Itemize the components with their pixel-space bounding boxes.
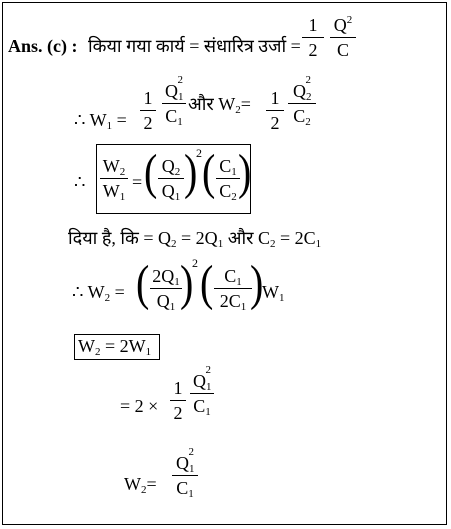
exponent-two: 2 — [196, 146, 202, 160]
fraction-q2-over-c: $Q^2$ C — [330, 15, 356, 60]
right-paren-2q: ) — [180, 254, 194, 311]
left-paren-q: ( — [144, 143, 158, 200]
right-paren-c: ) — [238, 143, 252, 200]
fraction-q1sq-over-c1-line7: $Q_1^2$ $C_1$ — [190, 370, 214, 416]
two-times-prefix: = 2 × — [120, 396, 159, 416]
fraction-q2-over-q1: $Q_2$ $Q_1$ — [158, 156, 184, 201]
fraction-w2-over-w1: $W_2$ $W_1$ — [100, 156, 128, 201]
fraction-half-w2: 1 2 — [266, 88, 284, 133]
given-relation: दिया है, कि = $Q_2 = 2Q_1$ और $C_2 = 2C_1$ — [68, 228, 322, 250]
left-paren-c1: ( — [200, 254, 214, 311]
left-paren-c: ( — [202, 143, 216, 200]
work-equals-energy-text: किया गया कार्य = संधारित्र उर्जा = — [88, 36, 301, 56]
right-paren-q: ) — [184, 143, 198, 200]
fraction-c1-over-c2: $C_1$ $C_2$ — [216, 156, 240, 201]
fraction-half-line7: 1 2 — [170, 378, 186, 423]
w1-label: ∴ $W_1$ = — [74, 110, 127, 132]
fraction-c1-over-2c1: $C_1$ $2C_1$ — [214, 266, 252, 311]
right-paren-c1: ) — [250, 254, 264, 311]
left-paren-2q: ( — [136, 254, 150, 311]
fraction-2q1-over-q1: $2Q_1$ $Q_1$ — [150, 266, 182, 311]
equals-sign: = — [132, 172, 143, 192]
fraction-half: 1 2 — [302, 15, 324, 60]
answer-frame — [2, 2, 447, 525]
fraction-q2sq-over-c2: $Q_2^2$ $C_2$ — [288, 80, 316, 126]
w2-equals-2w1: $W_2 = 2W_1$ — [78, 336, 152, 358]
fraction-q1sq-over-c1: $Q_1^2$ $C_1$ — [162, 80, 186, 126]
final-w2-label: $W_2=$ — [124, 474, 157, 496]
w2-label: और $W_2=$ — [188, 94, 251, 116]
exponent-two-b: 2 — [192, 256, 198, 270]
therefore-symbol: ∴ — [74, 172, 86, 192]
answer-label: Ans. (c) : — [8, 36, 78, 56]
fraction-half-w1: 1 2 — [140, 88, 156, 133]
final-fraction: $Q_1^2$ $C_1$ — [172, 452, 198, 498]
w1-tail: $W_1$ — [262, 282, 285, 304]
w2-substitution-label: ∴ $W_2$ = — [72, 282, 125, 304]
